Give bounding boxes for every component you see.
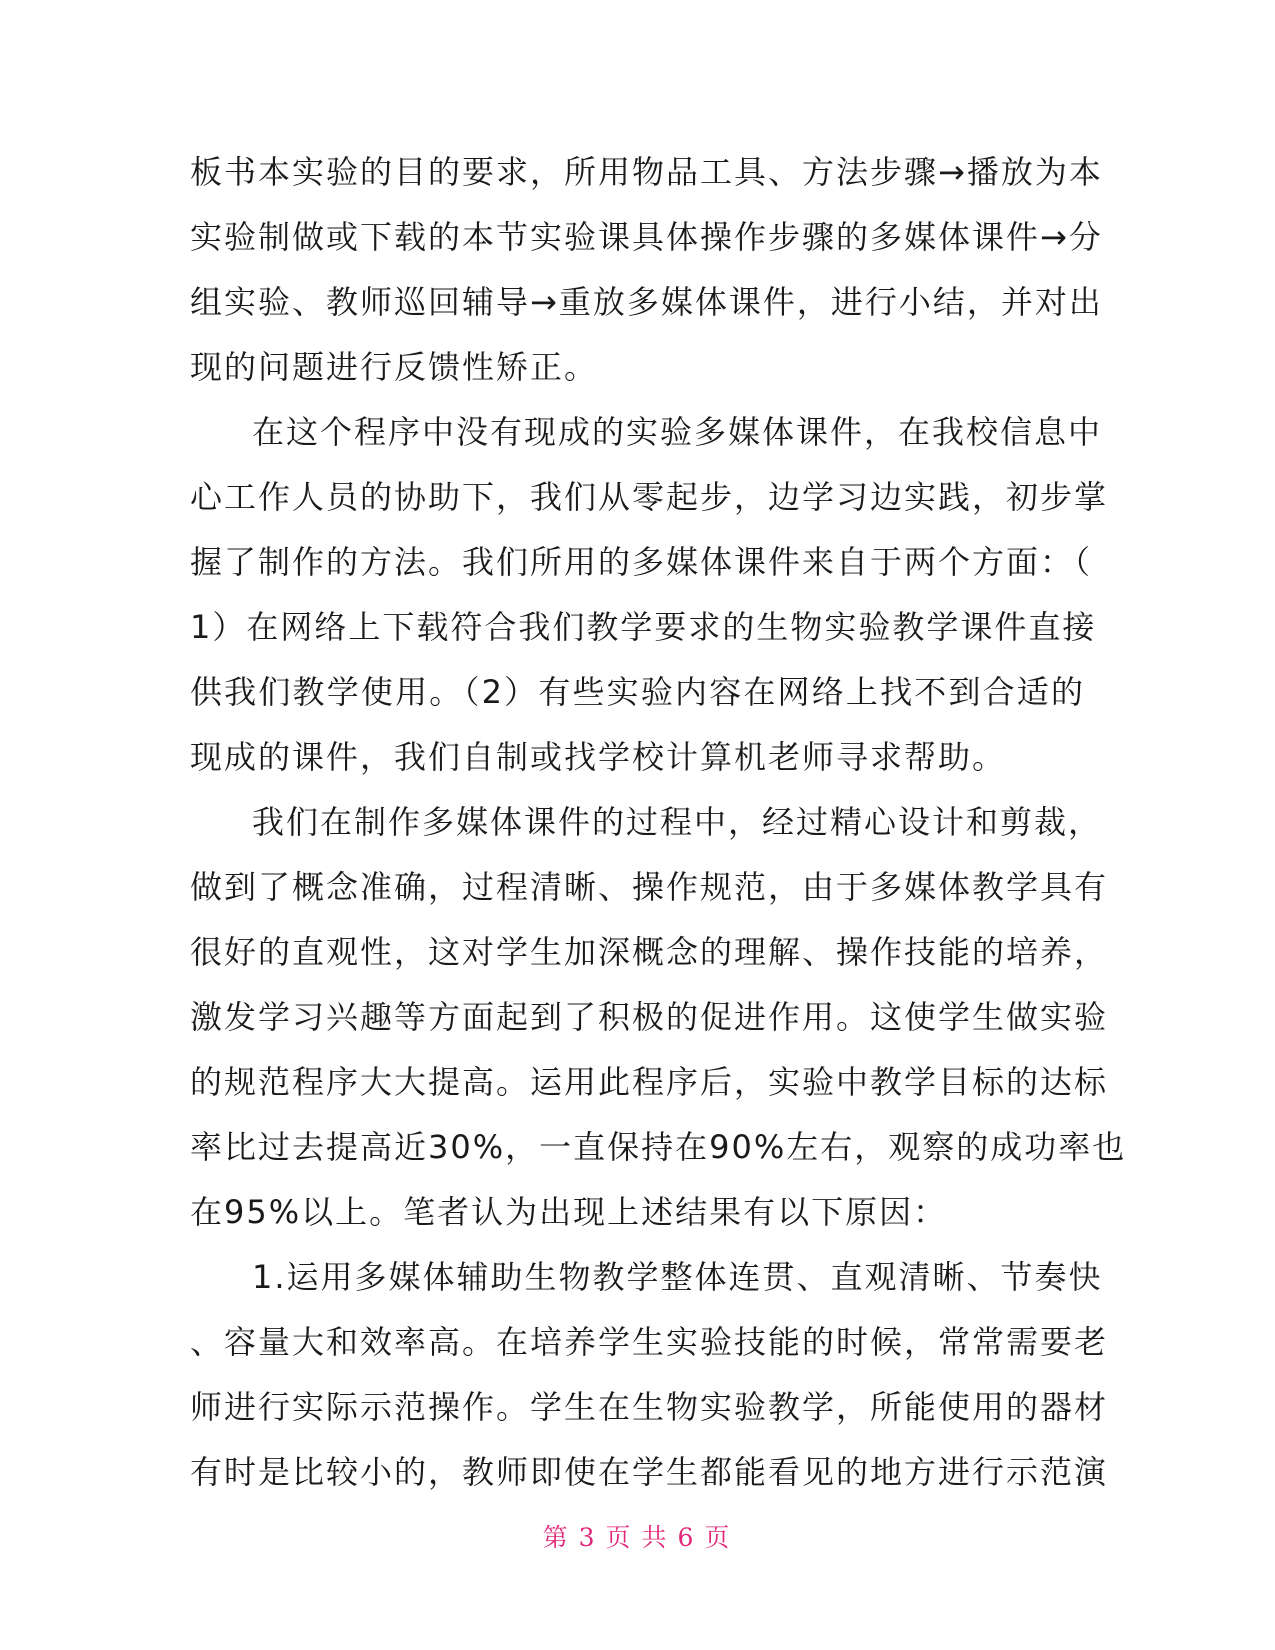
text-line: 供我们教学使用。（2）有些实验内容在网络上找不到合适的 [190, 673, 1085, 711]
text-line: 1）在网络上下载符合我们教学要求的生物实验教学课件直接 [190, 608, 1097, 646]
text-line: 我们在制作多媒体课件的过程中，经过精心设计和剪裁， [252, 803, 1103, 841]
text-line: 师进行实际示范操作。学生在生物实验教学，所能使用的器材 [190, 1388, 1109, 1426]
text-line: 心工作人员的协助下，我们从零起步，边学习边实践，初步掌 [190, 478, 1109, 516]
text-line: 现成的课件，我们自制或找学校计算机老师寻求帮助。 [190, 738, 1007, 776]
text-line: 板书本实验的目的要求，所用物品工具、方法步骤→播放为本 [190, 153, 1103, 191]
text-line: 实验制做或下载的本节实验课具体操作步骤的多媒体课件→分 [190, 218, 1103, 256]
page-footer [0, 1518, 1275, 1554]
text-line: 在这个程序中没有现成的实验多媒体课件，在我校信息中 [252, 413, 1103, 451]
text-line: 在95%以上。笔者认为出现上述结果有以下原因： [190, 1193, 948, 1231]
current-page-number: 3 [578, 1523, 598, 1552]
text-line: 很好的直观性，这对学生加深概念的理解、操作技能的培养， [190, 933, 1109, 971]
total-pages-number: 6 [677, 1523, 697, 1552]
total-label: 共 [641, 1523, 670, 1552]
text-line: 激发学习兴趣等方面起到了积极的促进作用。这使学生做实验 [190, 998, 1109, 1036]
text-line: 组实验、教师巡回辅导→重放多媒体课件，进行小结，并对出 [190, 283, 1103, 321]
text-line: 的规范程序大大提高。运用此程序后，实验中教学目标的达标 [190, 1063, 1109, 1101]
text-line: 1.运用多媒体辅助生物教学整体连贯、直观清晰、节奏快 [252, 1258, 1103, 1296]
text-line: 握了制作的方法。我们所用的多媒体课件来自于两个方面：（ [190, 543, 1093, 581]
text-line: 率比过去提高近30%，一直保持在90%左右，观察的成功率也 [190, 1128, 1127, 1166]
page-label-mid: 页 [605, 1523, 634, 1552]
text-line: 现的问题进行反馈性矫正。 [190, 348, 599, 386]
page-label-prefix: 第 [542, 1523, 571, 1552]
page-label-suffix: 页 [704, 1523, 733, 1552]
text-line: 有时是比较小的，教师即使在学生都能看见的地方进行示范演 [190, 1453, 1109, 1491]
text-line: 做到了概念准确，过程清晰、操作规范，由于多媒体教学具有 [190, 868, 1109, 906]
body-text [190, 140, 1127, 1505]
text-line: 、容量大和效率高。在培养学生实验技能的时候，常常需要老 [190, 1323, 1109, 1361]
